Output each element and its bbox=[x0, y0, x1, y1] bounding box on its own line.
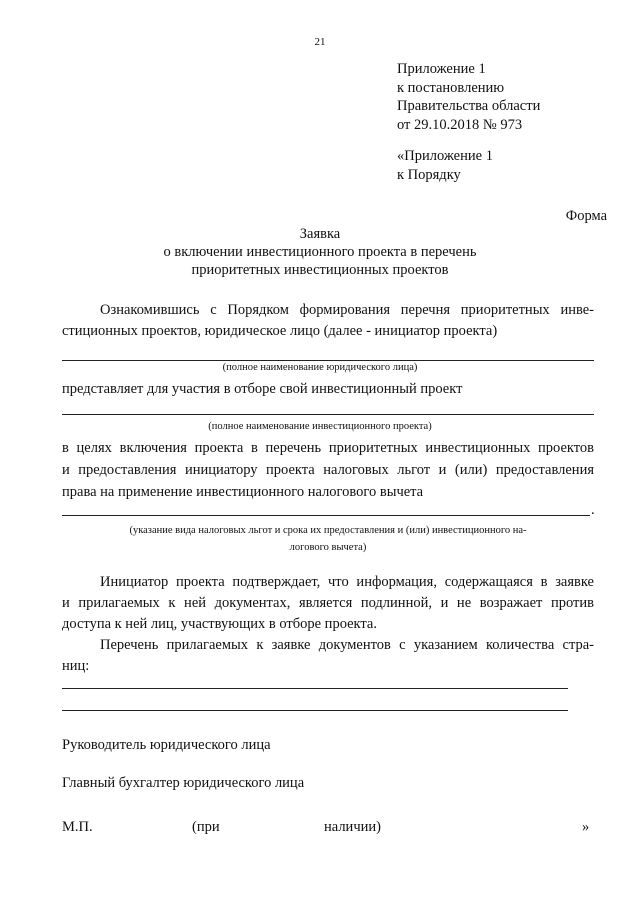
appendix-line-3: Правительства области bbox=[397, 98, 541, 114]
form-label: Форма bbox=[565, 208, 607, 224]
page-number: 21 bbox=[314, 36, 326, 48]
caption-tax-line-2: логового вычета) bbox=[289, 542, 367, 553]
represents-line: представляет для участия в отборе свой инвестиционный проект bbox=[62, 381, 463, 397]
head-label: Руководитель юридического лица bbox=[62, 737, 271, 753]
documents-blank-line-1 bbox=[62, 688, 568, 689]
appendix-sub-line-2: к Порядку bbox=[397, 166, 461, 183]
stamp-mp: М.П. bbox=[62, 819, 93, 835]
paragraph1-line-2: стиционных проектов, юридическое лицо (далее - инициатор проекта) bbox=[62, 323, 498, 339]
appendix-line-1: Приложение 1 bbox=[397, 61, 486, 77]
purpose-line-1: в целях включения проекта в перечень приоритетных инвестиционных проектов bbox=[62, 440, 594, 456]
appendix-header bbox=[397, 60, 540, 134]
tax-blank-line bbox=[62, 515, 590, 516]
appendix-line-4: от 29.10.2018 № 973 bbox=[397, 116, 523, 133]
caption-project: (полное наименование инвестиционного проекта) bbox=[208, 421, 432, 432]
paragraph3-line-2: ниц: bbox=[62, 658, 90, 674]
title-line-1: Заявка bbox=[299, 226, 341, 242]
accountant-label: Главный бухгалтер юридического лица bbox=[62, 775, 305, 791]
project-blank-line bbox=[62, 414, 594, 415]
title-line-2: о включении инвестиционного проекта в перечень bbox=[163, 244, 477, 260]
closing-quote: » bbox=[582, 819, 590, 835]
appendix-sub-line-1: «Приложение 1 bbox=[397, 148, 493, 164]
title-line-3: приоритетных инвестиционных проектов bbox=[191, 262, 449, 278]
appendix-sub-header bbox=[397, 147, 493, 184]
paragraph2-line-2: и прилагаемых к ней документах, является подлинной, и не возражает против bbox=[62, 595, 594, 611]
caption-tax-line-1: (указание вида налоговых льгот и срока их предоставления и (или) инвестиционного на- bbox=[129, 525, 527, 536]
caption-legal-entity: (полное наименование юридического лица) bbox=[222, 362, 418, 373]
document-title bbox=[0, 225, 640, 279]
stamp-pri: (при bbox=[192, 819, 220, 835]
caption-tax bbox=[62, 522, 594, 556]
purpose-line-3: права на применение инвестиционного налогового вычета bbox=[62, 484, 424, 500]
legal-entity-blank-line bbox=[62, 360, 594, 361]
purpose-line-2: и предоставления инициатору проекта налоговых льгот и (или) предоставления bbox=[62, 462, 594, 478]
appendix-line-2: к постановлению bbox=[397, 79, 505, 96]
paragraph3-line-1: Перечень прилагаемых к заявке документов с указанием количества стра- bbox=[100, 637, 594, 653]
paragraph1-line-1: Ознакомившись с Порядком формирования перечня приоритетных инве- bbox=[100, 302, 594, 318]
documents-blank-line-2 bbox=[62, 710, 568, 711]
paragraph2-line-1: Инициатор проекта подтверждает, что информация, содержащаяся в заявке bbox=[100, 574, 594, 590]
paragraph2-line-3: доступа к ней лиц, участвующих в отборе проекта. bbox=[62, 616, 377, 632]
trailing-period: . bbox=[591, 502, 595, 518]
stamp-nalichii: наличии) bbox=[324, 819, 381, 835]
